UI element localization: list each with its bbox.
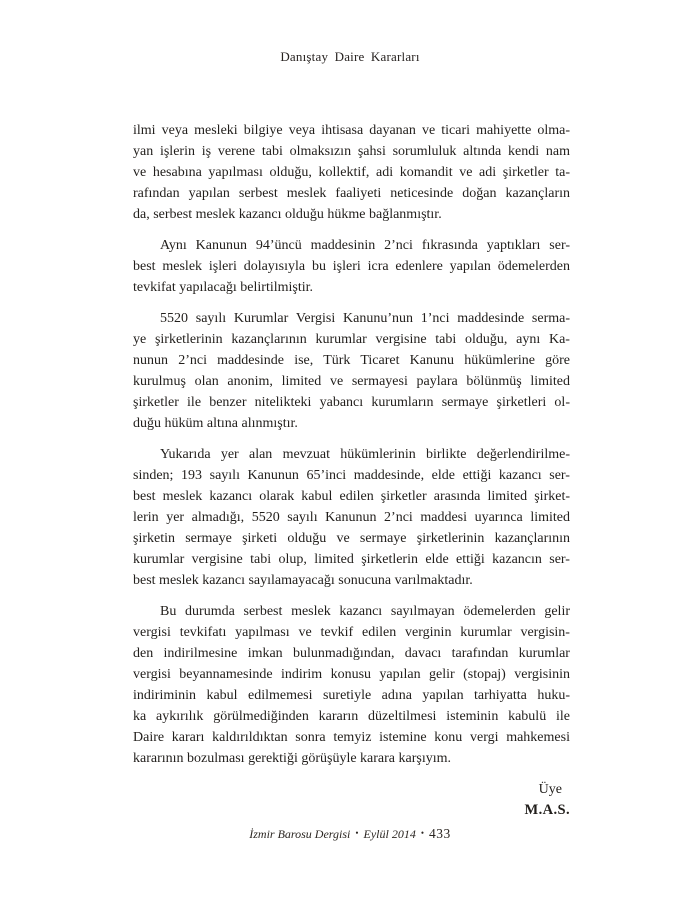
text-line: best meslek kazancı sayılamayacağı sonucuna varılmaktadır. [133,573,473,588]
signature-block [133,779,570,821]
text-block [133,120,570,821]
text-line: da, serbest meslek kazancı olduğu hükme bağlanmıştır. [133,207,442,222]
page-footer [0,826,700,842]
text-line: yan işlerin iş verene tabi olmaksızın şahsi sorumluluk altında kendi nam [133,144,570,159]
signature-initials: M.A.S. [524,802,570,818]
text-line: rafından yapılan serbest meslek faaliyeti neticesinde doğan kazançların [133,186,570,201]
text-line: kararının bozulması gerektiği görüşüyle karara karşıyım. [133,751,452,766]
text-line: Bu durumda serbest meslek kazancı sayılmayan ödemelerden gelir [160,604,570,619]
text-line: indiriminin kabul edilmemesi suretiyle adına yapılan tarhiyatta huku- [133,688,570,703]
text-line: 5520 sayılı Kurumlar Vergisi Kanunu’nun 1’nci maddesinde serma- [160,311,570,326]
text-line: sinden; 193 sayılı Kanunun 65’inci maddesinde, elde ettiği kazancı ser- [133,468,570,483]
running-head-title: Danıştay Daire Kararları [280,49,420,64]
paragraph [133,601,570,769]
text-line: duğu hüküm altına alınmıştır. [133,416,298,431]
text-line: den indirilmesine imkan bulunmadığından, davacı tarafından kurumlar [133,646,570,661]
text-line: best meslek işleri dolayısıyla bu işleri icra edenlere yapılan ödemelerden [133,259,570,274]
bullet-separator: • [420,828,424,838]
signature-title: Üye [538,782,562,797]
text-line: Aynı Kanunun 94’üncü maddesinin 2’nci fıkrasında yaptıkları ser- [160,238,570,253]
text-line: Daire kararı kaldırıldıktan sonra temyiz istemine konu vergi mahkemesi [133,730,570,745]
text-line: best meslek kazancı olarak kabul edilen şirketler arasında limited şirket- [133,489,570,504]
text-line: vergisi tevkifatı yapılması ve tevkif edilen verginin kurumlar vergisin- [133,625,570,640]
text-line: kurulmuş olan anonim, limited ve sermayesi paylara bölünmüş limited [133,374,570,389]
paragraph [133,444,570,591]
paragraph [133,235,570,298]
paragraph [133,308,570,434]
text-line: Yukarıda yer alan mevzuat hükümlerinin birlikte değerlendirilme- [160,447,570,462]
text-line: lerin yer almadığı, 5520 sayılı Kanunun 2’nci maddesi uyarınca limited [133,510,570,525]
text-line: şirketin sermaye şirketi olduğu ve sermaye şirketlerinin kazançlarının [133,531,570,546]
paragraph [133,120,570,225]
footer-issue: Eylül 2014 [363,827,416,841]
text-line: ka aykırılık görülmediğinden kararın düzeltilmesi isteminin kabulü ile [133,709,570,724]
footer-page-number: 433 [429,826,451,841]
text-line: tevkifat yapılacağı belirtilmiştir. [133,280,314,295]
text-line: kurumlar vergisine tabi olup, limited şirketlerin elde ettiği kazancın ser- [133,552,570,567]
text-line: vergisi beyannamesinde indirim konusu yapılan gelir (stopaj) vergisinin [133,667,570,682]
text-line: nunun 2’nci maddesinde ise, Türk Ticaret Kanunu hükümlerine göre [133,353,570,368]
bullet-separator: • [355,828,359,838]
text-line: ve hesabına yapılması olduğu, kollektif, adi komandit ve adi şirketler ta- [133,165,570,180]
footer-journal-name: İzmir Barosu Dergisi [249,827,351,841]
text-line: ye şirketlerinin kazançlarının kurumlar vergisine tabi olduğu, aynı Ka- [133,332,570,347]
text-line: şirketler ile benzer nitelikteki yabancı kurumların sermaye şirketleri ol- [133,395,570,410]
text-line: ilmi veya mesleki bilgiye veya ihtisasa dayanan ve ticari mahiyette olma- [133,123,570,138]
